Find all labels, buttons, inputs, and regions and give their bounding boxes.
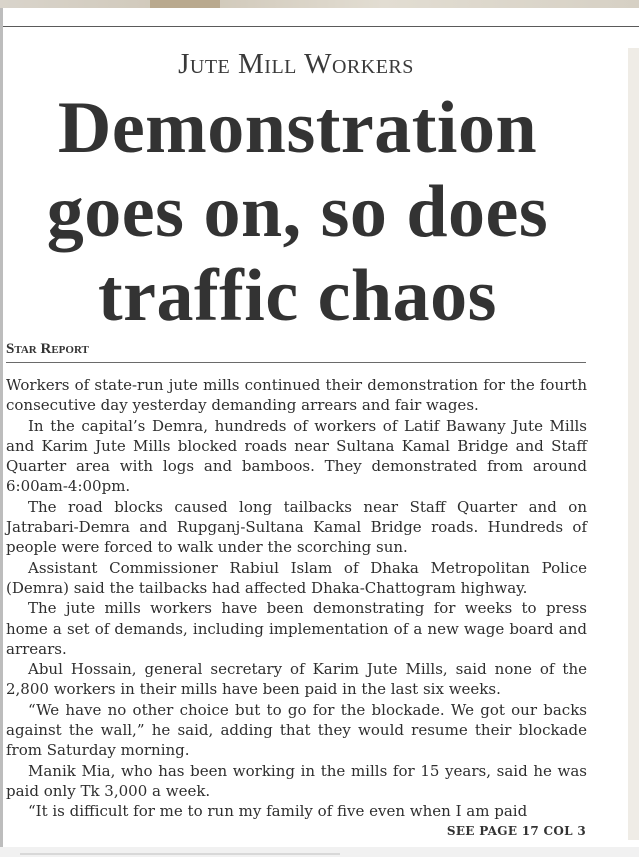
body-paragraph: Manik Mia, who has been working in the mills for 15 years, said he was paid only Tk 3,000 a week. [6, 761, 587, 800]
body-paragraph: “It is difficult for me to run my family of five even when I am paid [28, 802, 528, 821]
body-paragraph: Assistant Commissioner Rabiul Islam of Dhaka Metropolitan Police (Demra) said the tailbacks had affected Dhaka-Chattogram highway. [6, 558, 587, 597]
body-paragraph: In the capital’s Demra, hundreds of workers of Latif Bawany Jute Mills and Karim Jute Mills blocked roads near Sultana Kamal Bridge and Staff Quarter area with logs and bamboos. They demonstrated from around 6:00am-4:00pm. [6, 416, 587, 496]
article-body [6, 375, 587, 822]
byline-rule [6, 362, 586, 363]
bottom-mark [20, 853, 340, 855]
body-paragraph: The jute mills workers have been demonstrating for weeks to press home a set of demands, including implementation of a new wage board and arrears. [6, 599, 587, 658]
body-paragraph: Workers of state-run jute mills continued their demonstration for the fourth consecutive day yesterday demanding arrears and fair wages. [6, 376, 587, 415]
bottom-page-strip [0, 847, 639, 857]
article-headline: Demonstration goes on, so does traffic chaos [46, 87, 549, 337]
photo-edge [150, 0, 220, 8]
article-byline: Star Report [6, 341, 89, 357]
article-kicker: Jute Mill Workers [178, 48, 414, 80]
body-paragraph: The road blocks caused long tailbacks near Staff Quarter and on Jatrabari-Demra and Rupganj-Sultana Kamal Bridge roads. Hundreds of people were forced to walk under the scorching sun. [6, 497, 587, 557]
adjacent-photo-strip [0, 0, 639, 8]
continuation-jump-line: SEE PAGE 17 COL 3 [446, 824, 586, 838]
body-paragraph: “We have no other choice but to go for the blockade. We got our backs against the wall,” he said, adding that they would resume their blockade from Saturday morning. [6, 700, 587, 760]
body-paragraph: Abul Hossain, general secretary of Karim Jute Mills, said none of the 2,800 workers in their mills have been paid in the last six weeks. [6, 660, 587, 699]
adjacent-column-edge [628, 48, 639, 840]
top-rule [0, 26, 639, 27]
